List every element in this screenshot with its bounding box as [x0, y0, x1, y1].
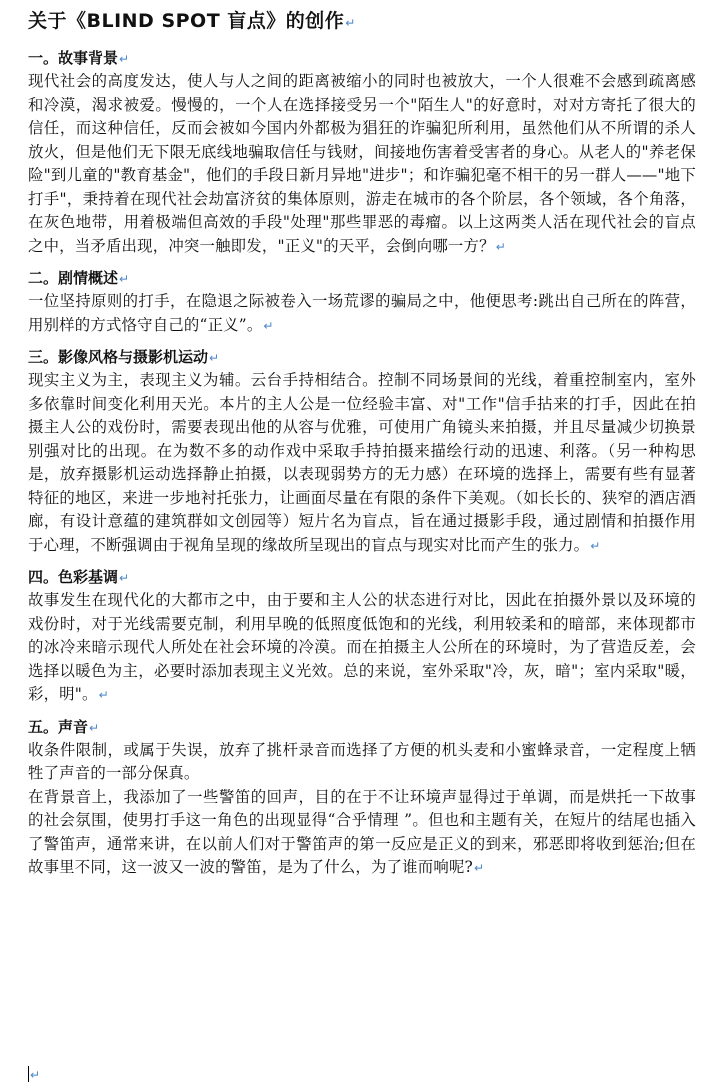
section-heading-text: 四。色彩基调 — [28, 568, 119, 586]
section-heading[interactable] — [28, 567, 696, 588]
paragraph-mark-icon: ↵ — [119, 52, 130, 66]
paragraph-text: 故事发生在现代化的大都市之中，由于要和主人公的状态进行对比，因此在拍摄外景以及环境的戏份时，对于光线需要克制，利用早晚的低照度低饱和的光线，利用较柔和的暗部，来体现都市的冰冷来暗示现代人所处在社会环境的冷漠。而在拍摄主人公所在的环境时，为了营造反差，会选择以暖色为主，必要时添加表现主义光效。总的来说，室外采取"冷，灰，暗"；室内采取"暖，彩，明"。 — [28, 591, 696, 703]
section-heading-text: 五。声音 — [28, 717, 89, 736]
paragraph-text: 一位坚持原则的打手，在隐退之际被卷入一场荒谬的骗局之中，他便思考:跳出自己所在的阵营，用别样的方式恪守自己的“正义”。 — [28, 292, 696, 334]
paragraph-mark-icon: ↵ — [30, 1068, 41, 1082]
document-title-text: 关于《BLIND SPOT 盲点》的创作 — [28, 10, 345, 32]
section-heading[interactable] — [28, 268, 696, 289]
paragraph-mark-icon: ↵ — [263, 318, 274, 333]
section-color-tone — [28, 567, 696, 708]
section-heading-text: 一。故事背景 — [28, 49, 119, 67]
document-title[interactable] — [28, 6, 696, 38]
section-plot-summary — [28, 268, 696, 338]
section-story-background — [28, 48, 696, 259]
paragraph-mark-icon: ↵ — [474, 861, 485, 875]
paragraph-mark-icon: ↵ — [119, 272, 130, 286]
section-heading[interactable] — [28, 48, 696, 69]
section-heading-text: 三。影像风格与摄影机运动 — [28, 348, 209, 366]
section-visual-style — [28, 347, 696, 558]
paragraph-mark-icon: ↵ — [495, 239, 506, 254]
paragraph[interactable] — [28, 369, 696, 558]
paragraph-mark-icon: ↵ — [89, 720, 100, 735]
paragraph-text: 现代社会的高度发达，使人与人之间的距离被缩小的同时也被放大，一个人很难不会感到疏离感和冷漠，渴求被爱。慢慢的，一个人在选择接受另一个"陌生人"的好意时，对对方寄托了很大的信任，而这种信任，反而会被如今国内外都极为猖狂的诈骗犯所利用，虽然他们从不所谓的杀人放火，但是他们无下限无底线地骗取信任与钱财，间接地伤害着受害者的身心。从老人的"养老保险"到儿童的"教育基金"，他们的手段日新月异地"进步"；和诈骗犯毫不相干的另一群人——"地下打手"，秉持着在现代社会劫富济贫的集体原则，游走在城市的各个阶层，各个领域，各个角落，在灰色地带，用着极端但高效的手段"处理"那些罪恶的毒瘤。以上这两类人活在现代社会的盲点之中，当矛盾出现，冲突一触即发，"正义"的天平，会倒向哪一方？ — [28, 72, 696, 255]
section-heading-text: 二。剧情概述 — [28, 269, 119, 287]
paragraph-text: 收条件限制，或属于失误，放弃了挑杆录音而选择了方便的机头麦和小蜜蜂录音，一定程度上牺牲了声音的一部分保真。 — [28, 740, 696, 782]
empty-last-paragraph[interactable] — [28, 1066, 40, 1083]
paragraph-mark-icon: ↵ — [209, 351, 220, 365]
section-heading[interactable] — [28, 717, 696, 738]
paragraph-mark-icon: ↵ — [119, 571, 130, 585]
paragraph-text: 现实主义为主，表现主义为辅。云台手持相结合。控制不同场景间的光线，着重控制室内，室外多依靠时间变化利用天光。本片的主人公是一位经验丰富、对"工作"信手拈来的打手，因此在拍摄主人公的戏份时，需要表现出他的从容与优雅，可使用广角镜头来拍摄，并且尽量减少切换景别强对比的出现。在为数不多的动作戏中采取手持拍摄来描绘行动的迅速、利落。（另一种构思是，放弃摄影机运动选择静止拍摄，以表现弱势方的无力感）在环境的选择上，需要有些有显著特征的地区，来进一步地衬托张力，让画面尽量在有限的条件下美观。（如长长的、狭窄的酒店酒廊，有设计意蕴的建筑群如文创园等）短片名为盲点，旨在通过摄影手段，通过剧情和拍摄作用于心理，不断强调由于视角呈现的缘故所呈现出的盲点与现实对比而产生的张力。 — [28, 371, 696, 554]
paragraph[interactable] — [28, 786, 696, 881]
paragraph-mark-icon: ↵ — [98, 688, 109, 702]
paragraph[interactable] — [28, 589, 696, 708]
paragraph[interactable] — [28, 739, 696, 786]
section-sound — [28, 717, 696, 881]
paragraph-text: 在背景音上，我添加了一些警笛的回声，目的在于不让环境声显得过于单调，而是烘托一下故事的社会氛围，使男打手这一角色的出现显得“合乎情理 ”。但也和主题有关，在短片的结尾也插入了警笛声，通常来讲，在以前人们对于警笛声的第一反应是正义的到来，邪恶即将收到惩治;但在故事里不同，这一波又一波的警笛，是为了什么，为了谁而响呢? — [28, 787, 696, 876]
section-heading[interactable] — [28, 347, 696, 368]
text-cursor — [28, 1066, 29, 1082]
paragraph-mark-icon: ↵ — [345, 16, 356, 30]
paragraph[interactable] — [28, 290, 696, 338]
paragraph-mark-icon: ↵ — [590, 538, 601, 553]
paragraph[interactable] — [28, 70, 696, 259]
